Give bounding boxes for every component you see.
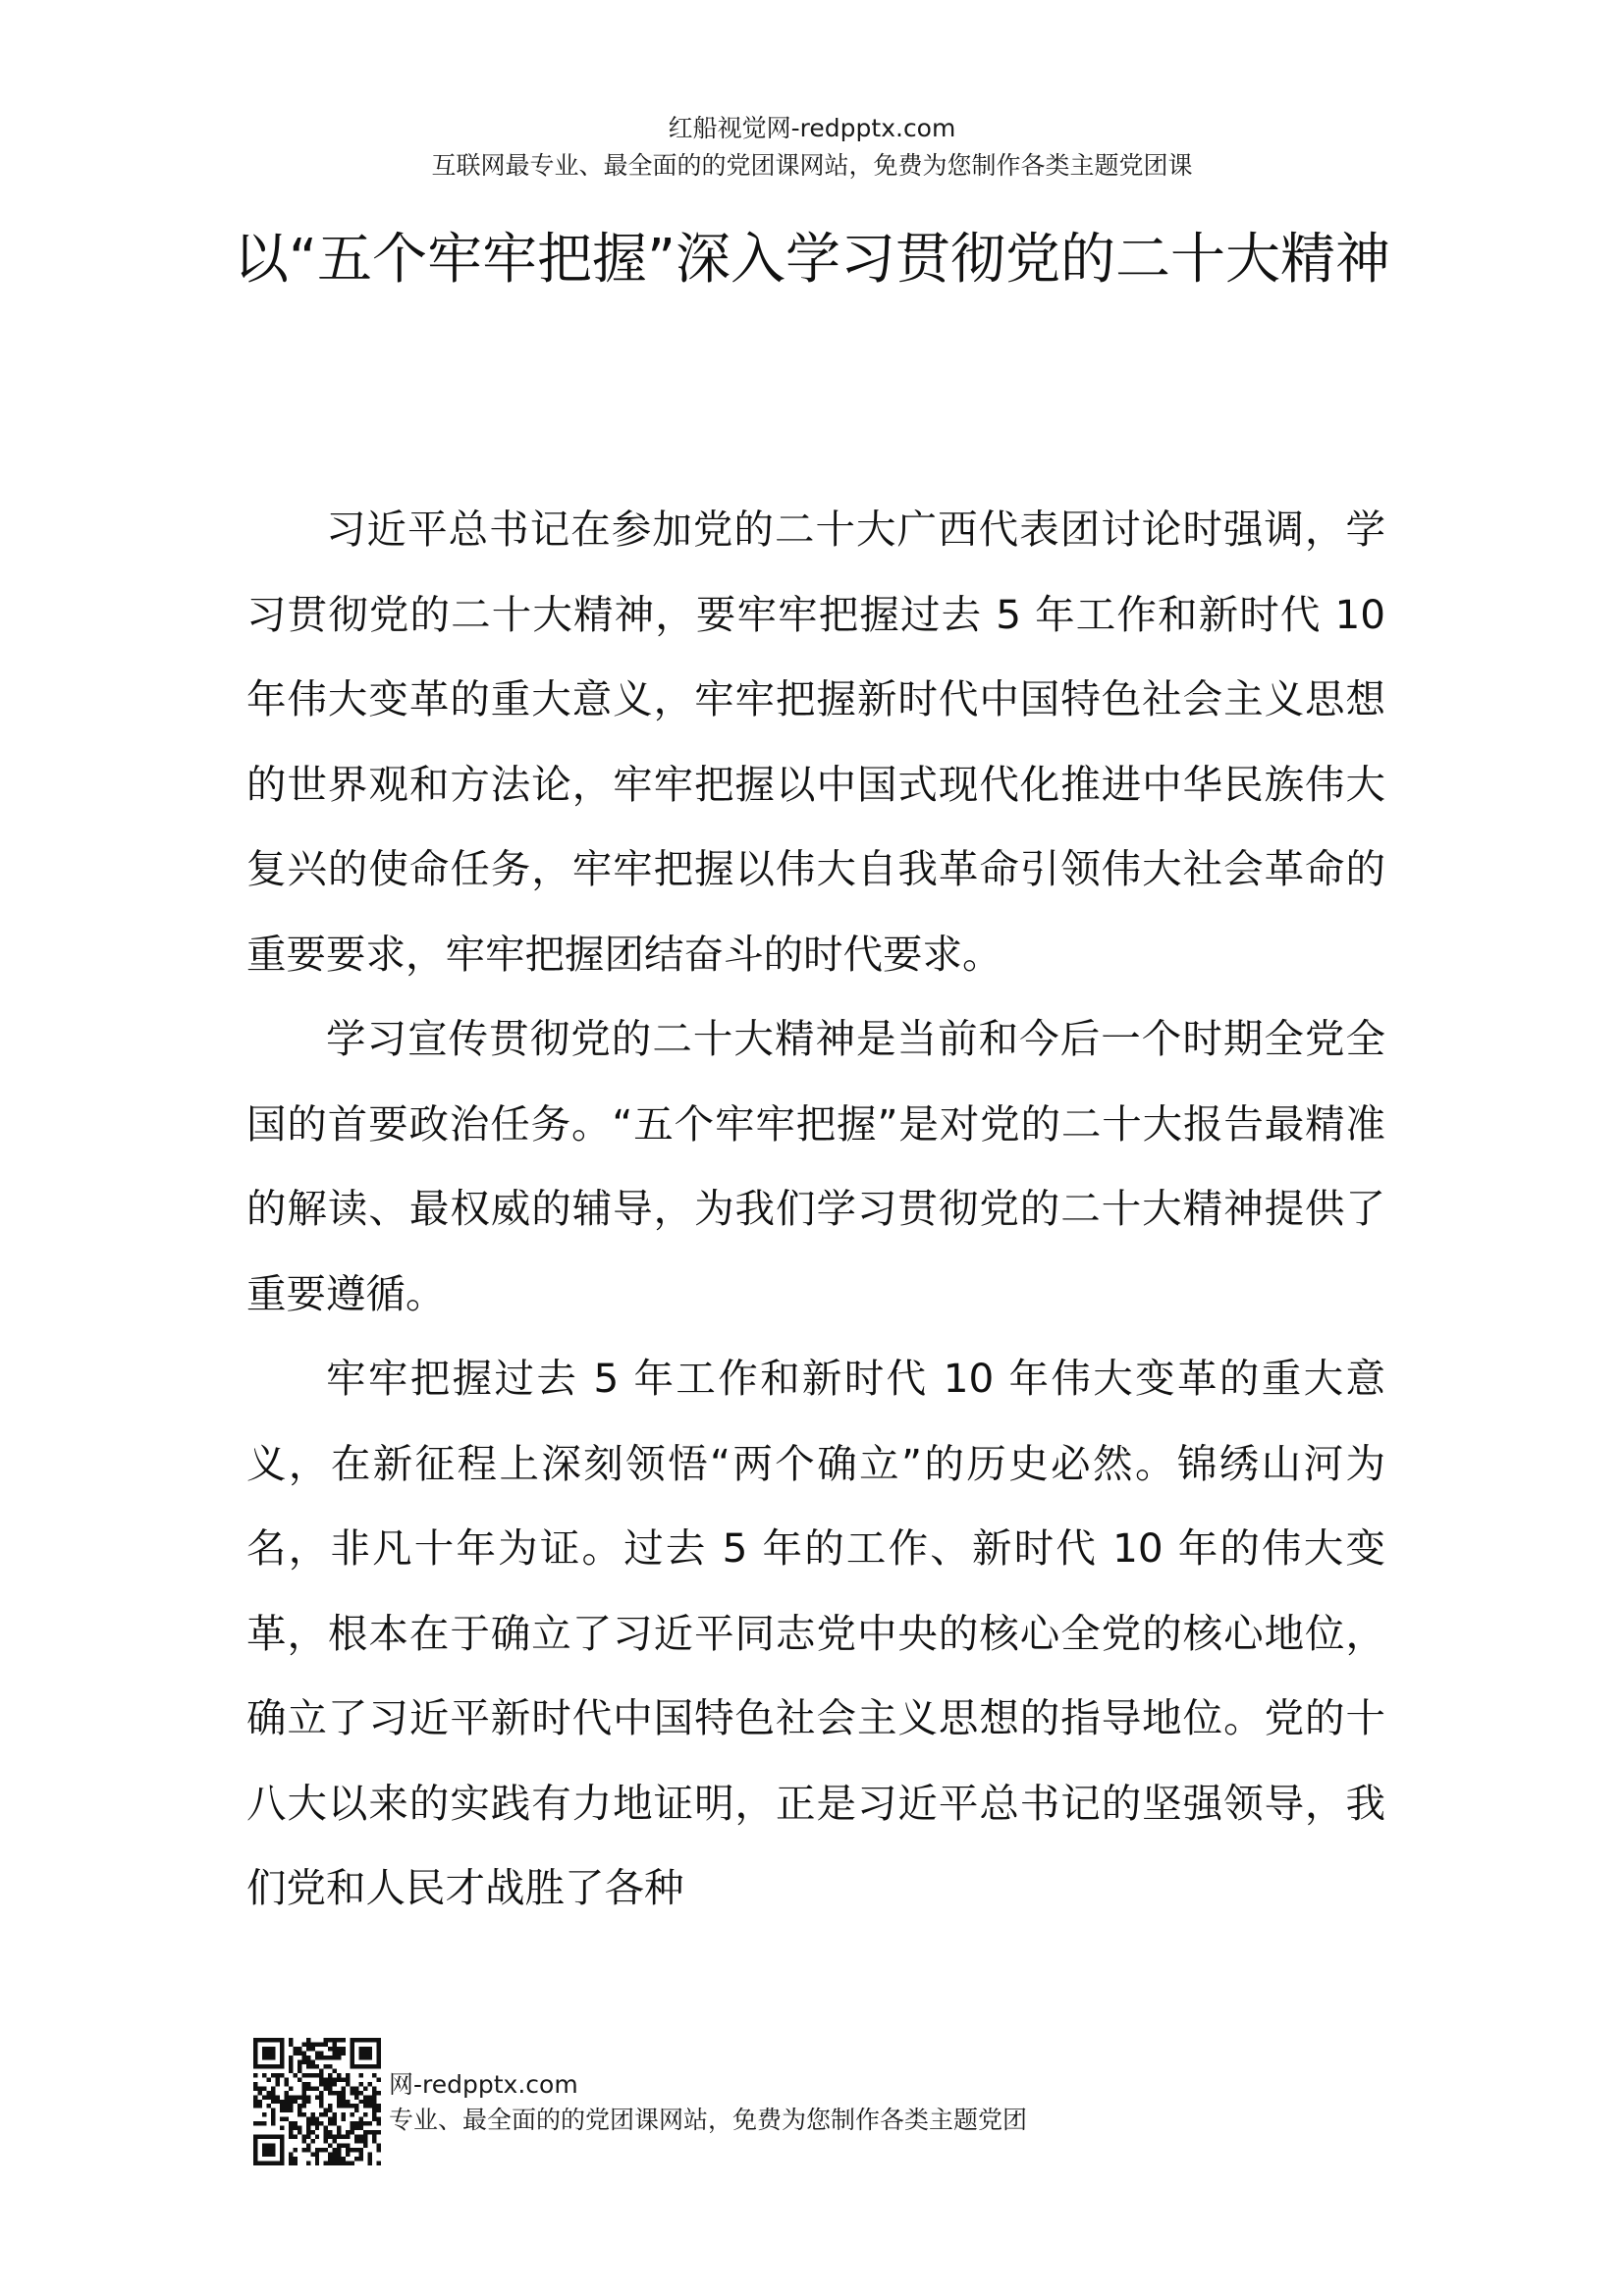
paragraph-3: 牢牢把握过去 5 年工作和新时代 10 年伟大变革的重大意义，在新征程上深刻领悟“两个确立”的历史必然。锦绣山河为名，非凡十年为证。过去 5 年的工作、新时代 10 年的伟大变革，根本在于确立了习近平同志党中央的核心全党的核心地位，确立了习近平新时代中国特色社会主义思想的指导地位。党的十八大以来的实践有力地证明，正是习近平总书记的坚强领导，我们党和人民才战胜了各种 xyxy=(246,1355,1385,1911)
document-body xyxy=(246,487,1385,1931)
footer-tagline: 专业、最全面的的党团课网站，免费为您制作各类主题党团 xyxy=(389,2106,1028,2134)
footer-site: 网-redpptx.com xyxy=(389,2070,578,2099)
header-site: 红船视觉网-redpptx.com xyxy=(668,114,956,142)
qr-code-icon xyxy=(253,2038,381,2165)
paragraph-1: 习近平总书记在参加党的二十大广西代表团讨论时强调，学习贯彻党的二十大精神，要牢牢把握过去 5 年工作和新时代 10 年伟大变革的重大意义，牢牢把握新时代中国特色社会主义思想的世界观和方法论，牢牢把握以中国式现代化推进中华民族伟大复兴的使命任务，牢牢把握以伟大自我革命引领伟大社会革命的重要要求，牢牢把握团结奋斗的时代要求。 xyxy=(246,506,1385,978)
page-header xyxy=(0,110,1624,185)
paragraph-2: 学习宣传贯彻党的二十大精神是当前和今后一个时期全党全国的首要政治任务。“五个牢牢把握”是对党的二十大报告最精准的解读、最权威的辅导，为我们学习贯彻党的二十大精神提供了重要遵循。 xyxy=(246,1015,1385,1317)
page-footer xyxy=(253,2038,1333,2175)
footer-text xyxy=(389,2067,1027,2138)
document-title: 以“五个牢牢把握”深入学习贯彻党的二十大精神 xyxy=(233,228,1391,292)
header-tagline: 互联网最专业、最全面的的党团课网站，免费为您制作各类主题党团课 xyxy=(431,151,1193,180)
